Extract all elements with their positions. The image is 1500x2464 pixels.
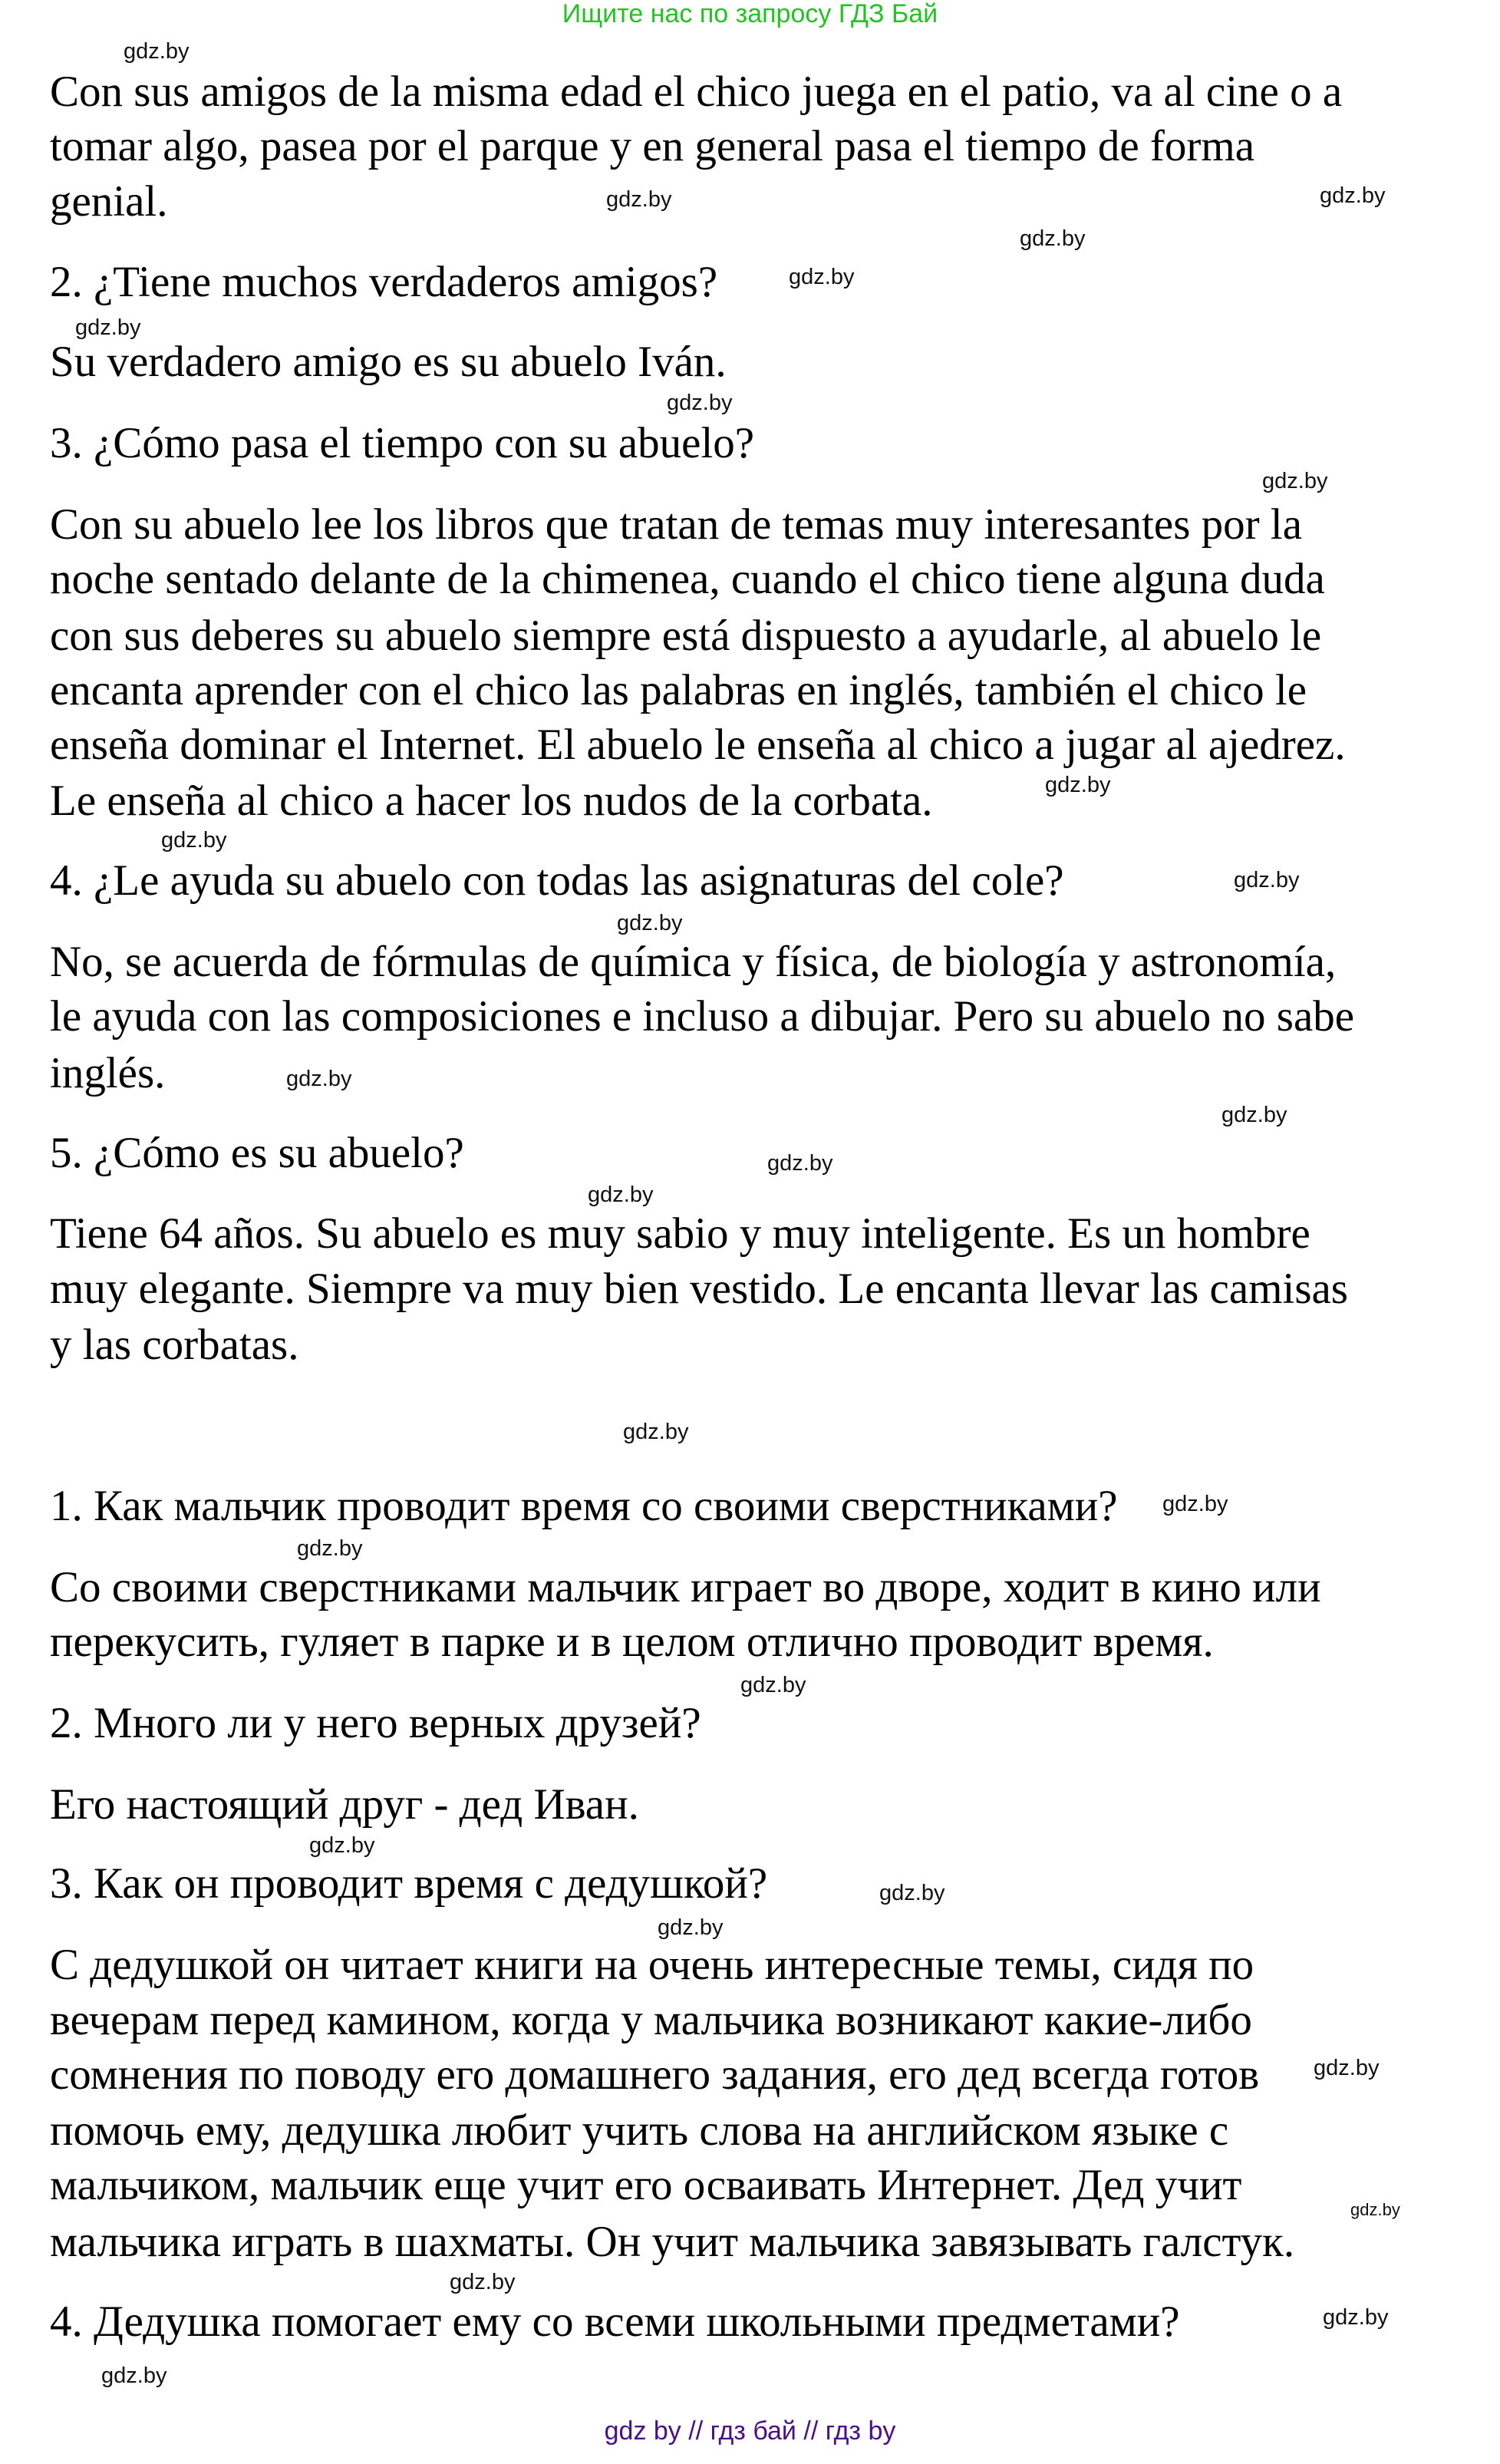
watermark: gdz.by	[1314, 2056, 1380, 2080]
watermark: gdz.by	[1162, 1492, 1228, 1516]
watermark: gdz.by	[740, 1673, 806, 1697]
watermark: gdz.by	[1045, 773, 1111, 797]
text-line: y las corbatas.	[50, 1321, 299, 1369]
watermark: gdz.by	[1350, 2200, 1400, 2219]
text-line: 3. ¿Cómo pasa el tiempo con su abuelo?	[50, 419, 755, 467]
watermark: gdz.by	[789, 265, 855, 289]
search-hint-banner: Ищите нас по запросу ГДЗ Бай	[562, 0, 938, 28]
text-line: le ayuda con las composiciones e incluso a dibujar. Pero su abuelo no sabe	[50, 992, 1355, 1041]
watermark: gdz.by	[588, 1183, 654, 1207]
text-line: noche sentado delante de la chimenea, cuando el chico tiene alguna duda	[50, 555, 1325, 603]
text-line: перекусить, гуляет в парке и в целом отлично проводит время.	[50, 1618, 1214, 1666]
watermark: gdz.by	[101, 2363, 167, 2388]
watermark: gdz.by	[1020, 226, 1086, 251]
text-line: Его настоящий друг - дед Иван.	[50, 1780, 639, 1829]
text-line: вечерам перед камином, когда у мальчика возникают какие-либо	[50, 1996, 1252, 2044]
watermark: gdz.by	[879, 1881, 945, 1905]
watermark: gdz.by	[450, 2270, 516, 2294]
text-line: tomar algo, pasea por el parque y en general pasa el tiempo de forma	[50, 122, 1255, 170]
watermark: gdz.by	[606, 187, 672, 212]
text-line: Со своими сверстниками мальчик играет во дворе, ходит в кино или	[50, 1563, 1321, 1611]
watermark: gdz.by	[297, 1536, 363, 1561]
footer-links[interactable]: gdz by // гдз бай // гдз by	[604, 2416, 896, 2446]
watermark: gdz.by	[623, 1420, 689, 1444]
text-line: inglés.	[50, 1049, 166, 1097]
text-line: Con sus amigos de la misma edad el chico juega en el patio, va al cine o a	[50, 68, 1343, 116]
text-line: con sus deberes su abuelo siempre está dispuesto a ayudarle, al abuelo le	[50, 612, 1322, 660]
watermark: gdz.by	[767, 1151, 833, 1176]
watermark: gdz.by	[617, 911, 683, 935]
text-line: 2. ¿Tiene muchos verdaderos amigos?	[50, 258, 718, 306]
text-line: 3. Как он проводит время с дедушкой?	[50, 1859, 768, 1908]
watermark: gdz.by	[667, 391, 733, 415]
watermark: gdz.by	[1234, 868, 1300, 892]
watermark: gdz.by	[75, 315, 141, 340]
text-line: encanta aprender con el chico las palabras en inglés, también el chico le	[50, 666, 1307, 714]
watermark: gdz.by	[161, 828, 227, 853]
watermark: gdz.by	[1262, 469, 1328, 493]
text-line: С дедушкой он читает книги на очень интересные темы, сидя по	[50, 1941, 1254, 1989]
text-line: мальчиком, мальчик еще учит его осваивать Интернет. Дед учит	[50, 2161, 1242, 2209]
text-line: No, se acuerda de fórmulas de química y física, de biología y astronomía,	[50, 938, 1337, 986]
text-line: сомнения по поводу его домашнего задания, его дед всегда готов	[50, 2050, 1260, 2099]
watermark: gdz.by	[1221, 1103, 1287, 1127]
text-line: 4. Дедушка помогает ему со всеми школьными предметами?	[50, 2297, 1180, 2346]
text-line: Le enseña al chico a hacer los nudos de la corbata.	[50, 777, 933, 825]
watermark: gdz.by	[286, 1067, 352, 1091]
text-line: 4. ¿Le ayuda su abuelo con todas las asignaturas del cole?	[50, 856, 1064, 905]
text-line: enseña dominar el Internet. El abuelo le enseña al chico a jugar al ajedrez.	[50, 721, 1346, 769]
text-line: 5. ¿Cómo es su abuelo?	[50, 1129, 464, 1177]
watermark: gdz.by	[124, 39, 190, 64]
text-line: muy elegante. Siempre va muy bien vestido. Le encanta llevar las camisas	[50, 1265, 1348, 1313]
watermark: gdz.by	[309, 1833, 375, 1858]
text-line: 2. Много ли у него верных друзей?	[50, 1699, 701, 1747]
text-line: Con su abuelo lee los libros que tratan de temas muy interesantes por la	[50, 500, 1302, 549]
text-line: Tiene 64 años. Su abuelo es muy sabio y muy inteligente. Es un hombre	[50, 1209, 1310, 1258]
watermark: gdz.by	[1323, 2305, 1389, 2330]
text-line: 1. Как мальчик проводит время со своими сверстниками?	[50, 1482, 1118, 1530]
text-line: Su verdadero amigo es su abuelo Iván.	[50, 338, 727, 386]
text-line: мальчика играть в шахматы. Он учит мальчика завязывать галстук.	[50, 2218, 1295, 2266]
watermark: gdz.by	[1320, 183, 1386, 208]
watermark: gdz.by	[658, 1915, 724, 1940]
text-line: помочь ему, дедушка любит учить слова на английском языке с	[50, 2106, 1229, 2155]
text-line: genial.	[50, 177, 168, 226]
